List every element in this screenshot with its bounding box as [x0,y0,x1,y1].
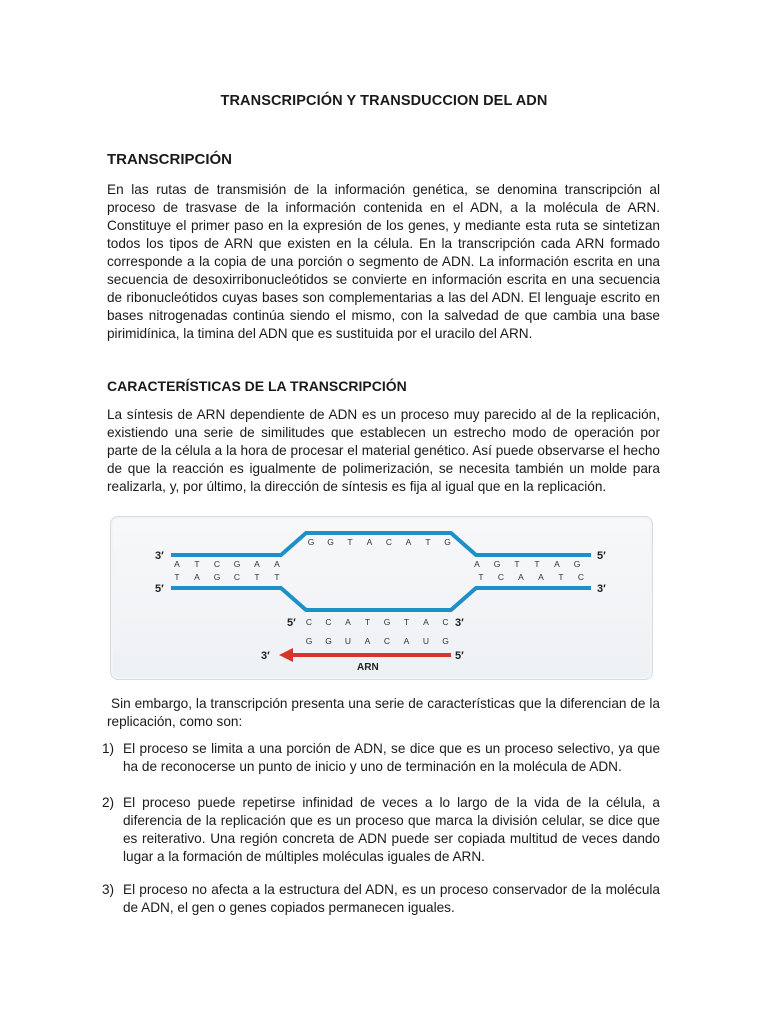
list-number: 3) [102,882,115,897]
base-bottom-right: T [558,572,564,582]
base-top-bubble: G [307,537,315,547]
list-item-3 [102,881,660,917]
bubble-left-end-label: 5′ [287,617,296,629]
base-rna: G [442,636,449,646]
base-bottom-bubble: T [364,617,371,627]
bottom-left-end-label: 5′ [155,583,164,595]
list-text: El proceso puede repetirse infinidad de veces a lo largo de la vida de la célula, a diferencia de la replicación que es un proceso que marca la división celular, se dice que es reiterativo. Una región concreta de ADN puede ser copiada multitud de veces dando lugar a la formación de múltiples moléculas iguales de ARN. [123,795,660,864]
base-bottom-bubble: C [325,617,332,627]
base-top-left: A [274,559,280,569]
base-top-left: C [213,559,221,569]
base-bottom-bubble: C [442,617,449,627]
base-top-bubble: G [327,537,334,547]
base-bottom-left: T [174,572,180,582]
base-top-right: T [534,559,540,569]
base-top-left: A [254,559,260,569]
transcription-diagram [110,516,653,680]
list-number: 2) [102,795,115,810]
rna-label: ARN [357,662,379,673]
base-top-bubble: A [405,537,412,547]
base-top-right: T [514,559,520,569]
bottom-right-end-label: 3′ [597,583,606,595]
caracteristicas-paragraph: La síntesis de ARN dependiente de ADN es un proceso muy parecido al de la replicación, existiendo una serie de similitudes que establecen un estrecho modo de operación por parte de la célula a la hora de procesar el material genético. Así puede observarse el hecho de que la reacción es igualmente de polimerización, se necesita también un molde para realizarla, y, por último, la dirección de síntesis es fija al igual que en la replicación. [107,407,660,494]
base-top-right: G [573,559,581,569]
transcription-diagram-svg [111,517,652,679]
base-bottom-right: A [538,572,544,582]
base-top-bubble: C [385,537,393,547]
base-top-left: T [194,559,200,569]
base-rna: A [403,636,410,646]
base-top-right: G [493,559,501,569]
section-heading-transcripcion: TRANSCRIPCIÓN [107,151,233,168]
base-rna: A [364,636,371,646]
dna-top-strand [171,533,591,555]
transcripcion-paragraph: En las rutas de transmisión de la información genética, se denomina transcripción al proceso de trasvase de la información contenida en el ADN, a la molécula de ARN. Constituye el primer paso en la expresión de los genes, y mediante esta ruta se sintetizan todos los tipos de ARN que existen en la célula. En la transcripción cada ARN formado corresponde a la copia de una porción o segmento de ADN. La información escrita en una secuencia de desoxirribonucleótidos se convierte en información escrita en una secuencia de ribonucleótidos cuyas bases son complementarias a las del ADN. El lenguaje escrito en bases nitrogenadas continúa siendo el mismo, con la salvedad de que cambia una base pirimidínica, la timina del ADN que es sustituida por el uracilo del ARN. [107,182,660,341]
list-number: 1) [102,741,115,756]
list-item-1 [102,740,660,776]
base-top-bubble: T [347,537,353,547]
dna-bottom-strand [171,588,591,610]
base-bottom-bubble: G [383,617,391,627]
base-bottom-right: A [518,572,524,582]
base-rna: U [344,636,352,646]
section-heading-caracteristicas: CARACTERÍSTICAS DE LA TRANSCRIPCIÓN [107,378,407,394]
base-bottom-left: T [254,572,260,582]
base-rna: G [305,636,313,646]
list-item-2 [102,794,660,866]
list-text: El proceso se limita a una porción de ADN, se dice que es un proceso selectivo, ya que ha de reconocerse un punto de inicio y uno de terminación en la molécula de ADN. [123,741,660,774]
document-title: TRANSCRIPCIÓN Y TRANSDUCCION DEL ADN [220,93,548,109]
base-top-bubble: A [366,537,373,547]
base-top-bubble: T [425,537,431,547]
base-bottom-left: C [233,572,241,582]
base-top-right: A [554,559,560,569]
rna-left-end-label: 3′ [261,650,270,662]
base-bottom-left: A [194,572,200,582]
base-rna: C [383,636,391,646]
base-bottom-right: T [478,572,484,582]
rna-right-end-label: 5′ [455,650,464,662]
bubble-right-end-label: 3′ [455,617,464,629]
base-bottom-right: C [497,572,505,582]
base-rna: U [422,636,430,646]
rna-arrowhead [279,648,293,662]
base-top-left: G [233,559,241,569]
base-top-left: A [174,559,180,569]
base-bottom-left: T [274,572,280,582]
diferencias-intro: Sin embargo, la transcripción presenta una serie de características que la diferencian de la replicación, como son: [107,696,660,729]
base-bottom-bubble: T [403,617,410,627]
top-left-end-label: 3′ [155,550,164,562]
base-rna: G [325,636,332,646]
top-right-end-label: 5′ [597,550,606,562]
base-top-bubble: G [444,537,451,547]
base-bottom-right: C [577,572,585,582]
list-text: El proceso no afecta a la estructura del ADN, es un proceso conservador de la molécula de ADN, el gen o genes copiados permanecen iguales. [123,882,660,915]
base-bottom-bubble: A [423,617,429,627]
base-bottom-bubble: C [305,617,313,627]
base-top-right: A [474,559,480,569]
base-bottom-left: G [213,572,221,582]
base-bottom-bubble: A [345,617,351,627]
